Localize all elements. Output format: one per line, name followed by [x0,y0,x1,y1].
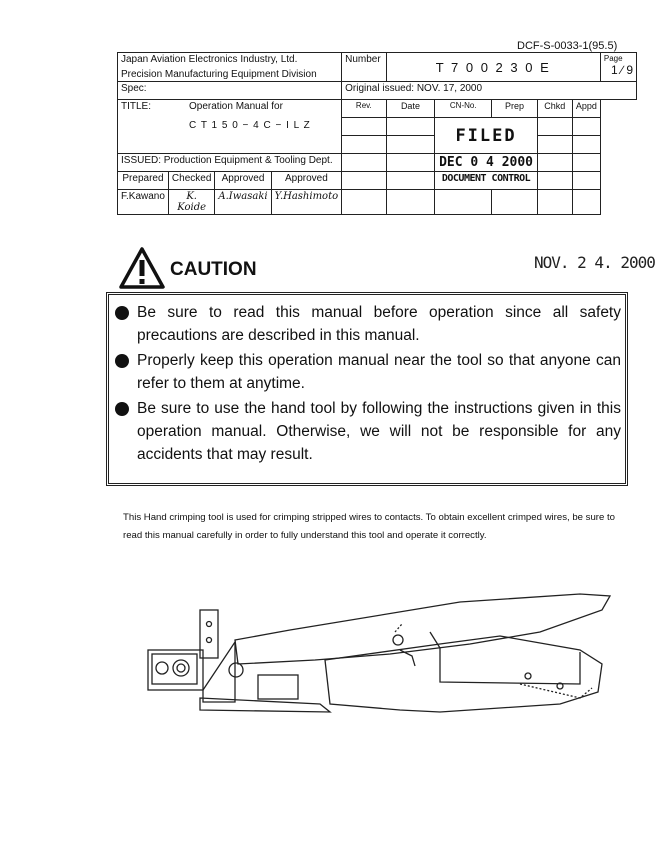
approved-header-2: Approved [271,172,342,190]
issued-dept: ISSUED: Production Equipment & Tooling Dept. [118,154,342,172]
date-header: Date [386,100,435,118]
caution-title: CAUTION [170,259,257,280]
title-label: TITLE: [121,101,152,112]
approved-signature-1: A.Iwasaki [215,190,271,215]
document-header-table [117,52,637,215]
intro-paragraph: This Hand crimping tool is used for crimping stripped wires to contacts. To obtain excellent crimped wires, be sure to read this manual carefully in order to fully understand this tool and operate it correctly. [123,512,615,541]
approved-signature-2: Y.Hashimoto [271,190,342,215]
caution-box [106,292,628,486]
bullet-icon [115,354,129,368]
caution-item: Properly keep this operation manual near the tool so that anyone can refer to them at anytime. [115,349,621,395]
company-name: Japan Aviation Electronics Industry, Ltd. [121,54,298,65]
chkd-header: Chkd [537,100,572,118]
rev-header: Rev. [342,100,386,118]
bullet-icon [115,402,129,416]
filed-stamp: FILED [435,118,537,154]
document-number: DCF-S-0033-1(95.5) [517,40,618,52]
company-cell [118,53,342,82]
caution-item: Be sure to use the hand tool by following the instructions given in this operation manual. Otherwise, we will not be responsible for any accidents that may result. [115,397,621,466]
prepared-name: F.Kawano [118,190,169,215]
bullet-icon [115,306,129,320]
crimping-tool-illustration [140,592,620,732]
checked-signature: K. Koide [168,190,214,215]
stamp-document-control: DOCUMENT CONTROL [435,172,537,190]
page-cell [600,53,636,82]
division-name: Precision Manufacturing Equipment Division [121,69,317,80]
checked-header: Checked [168,172,214,190]
caution-warning-icon [119,247,165,294]
page-label: Page [603,54,623,63]
title-line-2: C T 1 5 0 − 4 C − I L Z [189,120,311,131]
original-issued: Original issued: NOV. 17, 2000 [342,82,637,100]
prepared-header: Prepared [118,172,169,190]
spec-label: Spec: [118,82,342,100]
approved-header-1: Approved [215,172,271,190]
number-label: Number [342,53,386,82]
caution-item: Be sure to read this manual before operation since all safety precautions are described in this manual. [115,301,621,347]
prep-header: Prep [492,100,538,118]
page-value: 1 ∕ 9 [610,63,633,77]
cn-no-header: CN-No. [435,100,492,118]
stamp-date: DEC 0 4 2000 [435,154,537,172]
received-date-stamp: NOV. 2 4. 2000 [534,253,655,272]
title-line-1: Operation Manual for [189,101,283,112]
title-cell [118,100,342,154]
appd-header: Appd [572,100,600,118]
document-number-value: T 7 0 0 2 3 0 E [386,53,600,82]
